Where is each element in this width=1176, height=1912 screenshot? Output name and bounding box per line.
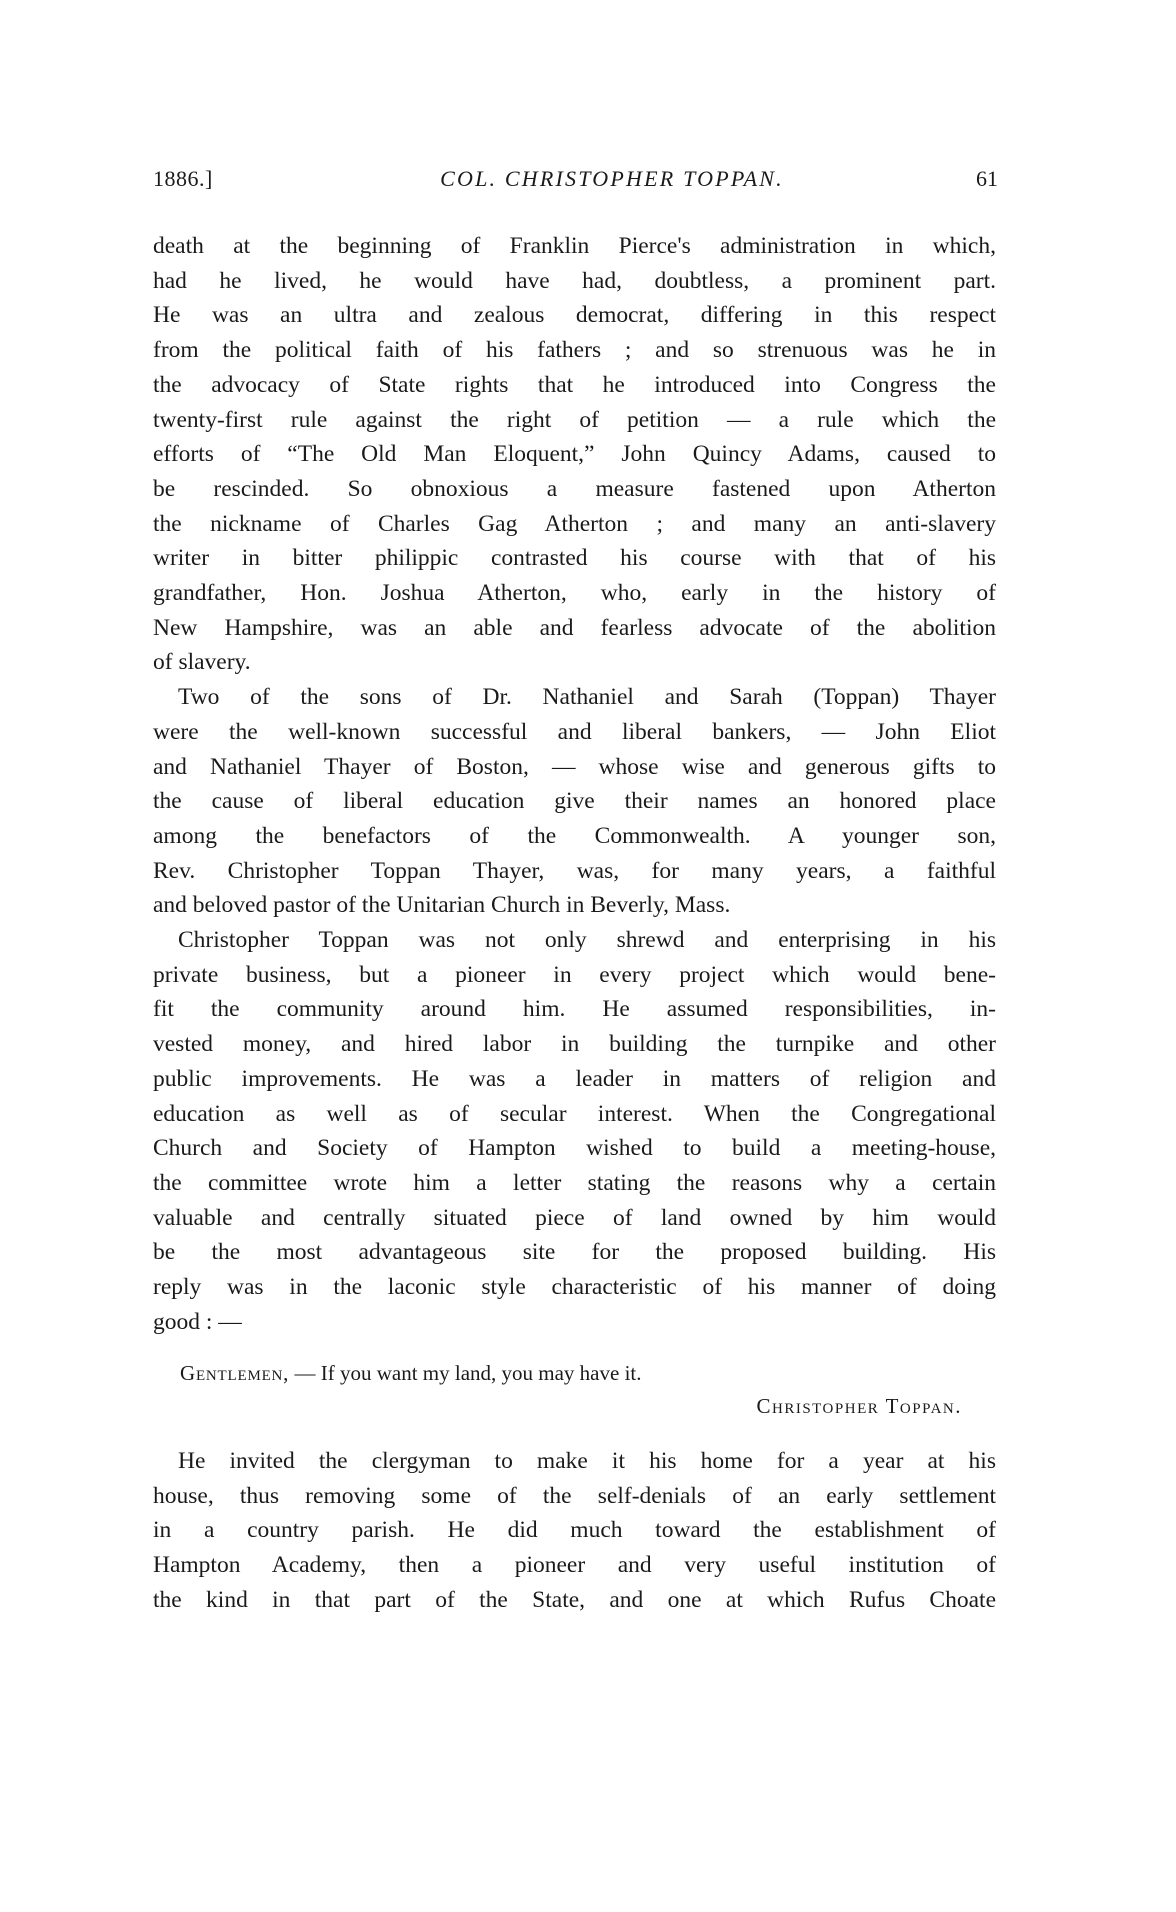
text-line: be rescinded. So obnoxious a measure fastened upon Atherton	[153, 475, 996, 502]
running-head-year: 1886.]	[153, 166, 213, 191]
text-line: education as well as of secular interest. When the Congregational	[153, 1100, 996, 1127]
text-line: good : —	[153, 1308, 242, 1335]
page-number: 61	[976, 166, 998, 191]
text-line: He invited the clergyman to make it his home for a year at his	[178, 1448, 996, 1474]
text-line: grandfather, Hon. Joshua Atherton, who, early in the history of	[153, 580, 996, 606]
running-head	[153, 166, 998, 194]
text-line: house, thus removing some of the self-denials of an early settlement	[153, 1482, 996, 1509]
text-line: Two of the sons of Dr. Nathaniel and Sarah (Toppan) Thayer	[178, 684, 996, 711]
running-head-title: COL. CHRISTOPHER TOPPAN.	[440, 166, 784, 191]
text-line: Church and Society of Hampton wished to build a meeting-house,	[153, 1135, 996, 1162]
text-line: twenty-first rule against the right of petition — a rule which the	[153, 406, 996, 433]
text-line: among the benefactors of the Commonwealth. A younger son,	[153, 822, 996, 849]
letter-salutation: Gentlemen,	[180, 1361, 290, 1385]
text-line: reply was in the laconic style characteristic of his manner of doing	[153, 1274, 996, 1300]
text-line: private business, but a pioneer in every project which would bene-	[153, 961, 996, 988]
text-line: Rev. Christopher Toppan Thayer, was, for many years, a faithful	[153, 857, 996, 884]
text-line: had he lived, he would have had, doubtless, a prominent part.	[153, 267, 996, 294]
text-line: and Nathaniel Thayer of Boston, — whose wise and generous gifts to	[153, 753, 996, 780]
text-line: writer in bitter philippic contrasted his course with that of his	[153, 545, 996, 572]
text-line: be the most advantageous site for the proposed building. His	[153, 1239, 996, 1266]
text-line: valuable and centrally situated piece of land owned by him would	[153, 1204, 996, 1231]
text-line: the cause of liberal education give their names an honored place	[153, 788, 996, 815]
text-line: Hampton Academy, then a pioneer and very useful institution of	[153, 1552, 996, 1579]
letter-body: — If you want my land, you may have it.	[289, 1361, 642, 1385]
text-line: were the well-known successful and liberal bankers, — John Eliot	[153, 718, 996, 745]
text-line: Christopher Toppan was not only shrewd and enterprising in his	[178, 927, 996, 953]
text-line: death at the beginning of Franklin Pierce's administration in which,	[153, 233, 996, 259]
letter-signature: Christopher Toppan.	[756, 1394, 962, 1418]
text-line: efforts of “The Old Man Eloquent,” John Quincy Adams, caused to	[153, 441, 996, 468]
text-line: the kind in that part of the State, and one at which Rufus Choate	[153, 1586, 996, 1613]
letter-quote	[180, 1360, 642, 1386]
text-line: public improvements. He was a leader in matters of religion and	[153, 1065, 996, 1092]
text-line: the advocacy of State rights that he introduced into Congress the	[153, 371, 996, 398]
text-line: from the political faith of his fathers ; and so strenuous was he in	[153, 337, 996, 364]
text-line: and beloved pastor of the Unitarian Church in Beverly, Mass.	[153, 892, 731, 919]
text-line: fit the community around him. He assumed responsibilities, in-	[153, 996, 996, 1023]
text-line: New Hampshire, was an able and fearless advocate of the abolition	[153, 614, 996, 641]
text-line: in a country parish. He did much toward the establishment of	[153, 1517, 996, 1544]
text-line: the nickname of Charles Gag Atherton ; and many an anti-slavery	[153, 510, 996, 537]
text-line: the committee wrote him a letter stating the reasons why a certain	[153, 1169, 996, 1196]
text-line: of slavery.	[153, 649, 251, 676]
text-line: He was an ultra and zealous democrat, differing in this respect	[153, 302, 996, 329]
text-line: vested money, and hired labor in building the turnpike and other	[153, 1031, 996, 1058]
